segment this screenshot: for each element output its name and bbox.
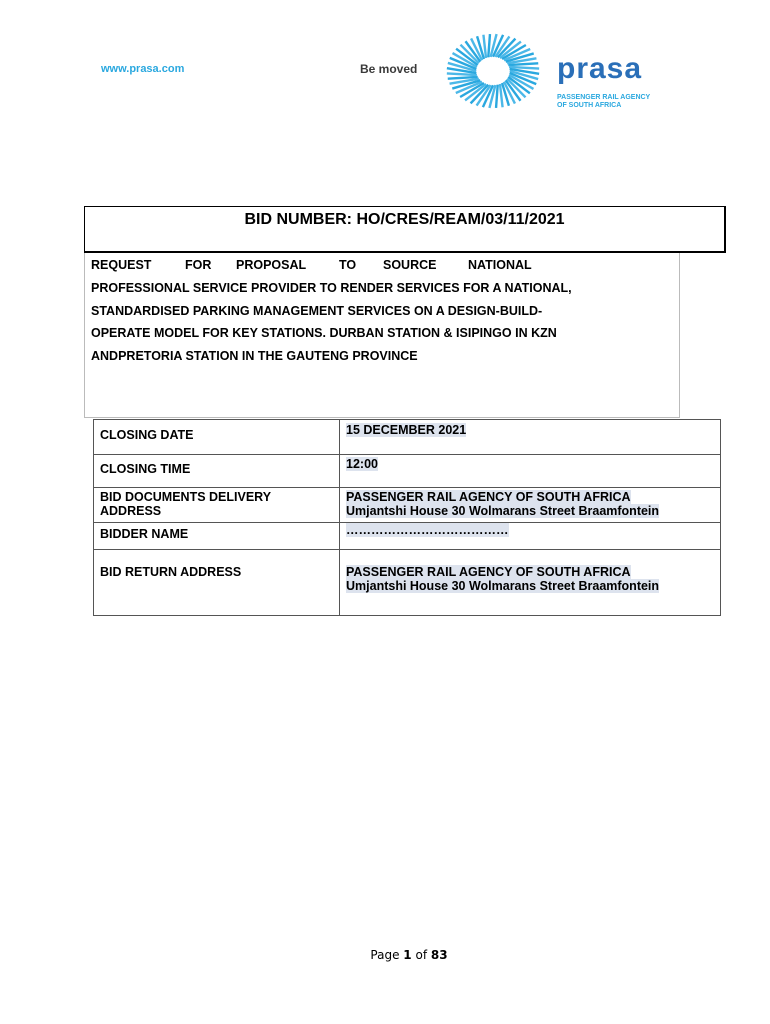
page-word: Page: [370, 948, 400, 962]
delivery-address-label: [94, 488, 340, 523]
closing-date-label: CLOSING DATE: [94, 420, 340, 455]
page-of: of: [415, 948, 428, 962]
bid-number-box: [84, 206, 726, 253]
logo-ray: [448, 77, 478, 79]
closing-time-value: [340, 455, 721, 488]
agency-line-2: OF SOUTH AFRICA: [557, 102, 622, 109]
website-url[interactable]: www.prasa.com: [101, 63, 185, 75]
agency-name: [557, 94, 650, 110]
return-value-line: Umjantshi House 30 Wolmarans Street Braamfontein: [346, 579, 660, 593]
delivery-address-value: [340, 488, 721, 523]
page-total: 83: [430, 948, 448, 962]
closing-time-label: CLOSING TIME: [94, 455, 340, 488]
delivery-label-line: ADDRESS: [100, 504, 162, 518]
rfp-word: PROPOSAL: [236, 258, 307, 272]
rfp-line-4: OPERATE MODEL FOR KEY STATIONS. DURBAN STATION & ISIPINGO IN KZN: [91, 326, 557, 340]
bidder-name-blank: …………………………………: [346, 523, 509, 537]
bid-details-table: [93, 419, 721, 616]
table-row: [94, 420, 721, 455]
rfp-line-5: ANDPRETORIA STATION IN THE GAUTENG PROVINCE: [91, 349, 418, 363]
logo-ray: [447, 73, 477, 75]
table-row: [94, 550, 721, 616]
return-address-value: [340, 550, 721, 616]
delivery-value-line: PASSENGER RAIL AGENCY OF SOUTH AFRICA: [346, 490, 631, 504]
bid-number-title: BID NUMBER: HO/CRES/REAM/03/11/2021: [244, 211, 565, 228]
brand-name: prasa: [557, 52, 643, 85]
table-row: [94, 523, 721, 550]
delivery-value-line: Umjantshi House 30 Wolmarans Street Braamfontein: [346, 504, 660, 518]
closing-date-value: [340, 420, 721, 455]
logo-ray: [496, 85, 498, 108]
logo-ray: [488, 34, 490, 57]
logo-ray: [508, 63, 538, 65]
rfp-line-3: STANDARDISED PARKING MANAGEMENT SERVICES ON A DESIGN-BUILD-: [91, 304, 543, 318]
delivery-label-line: BID DOCUMENTS DELIVERY: [100, 490, 272, 504]
prasa-logo-icon: [445, 33, 541, 109]
bidder-name-label: BIDDER NAME: [94, 523, 340, 550]
logo-ray: [509, 67, 539, 69]
rfp-line-1: [91, 258, 543, 274]
rfp-word: REQUEST: [91, 258, 152, 272]
table-row: [94, 455, 721, 488]
closing-date-text: 15 DECEMBER 2021: [346, 423, 467, 437]
closing-time-text: 12:00: [346, 457, 378, 471]
page-current: 1: [403, 948, 412, 962]
bidder-name-value[interactable]: [340, 523, 721, 550]
return-address-label: BID RETURN ADDRESS: [94, 550, 340, 616]
rfp-word: FOR: [185, 258, 212, 272]
rfp-word: NATIONAL: [468, 258, 532, 272]
rfp-line-2: PROFESSIONAL SERVICE PROVIDER TO RENDER SERVICES FOR A NATIONAL,: [91, 281, 572, 295]
rfp-word: SOURCE: [383, 258, 437, 272]
tagline: Be moved: [360, 62, 418, 76]
page-number: [0, 948, 770, 962]
rfp-word: TO: [339, 258, 357, 272]
return-value-line: PASSENGER RAIL AGENCY OF SOUTH AFRICA: [346, 565, 631, 579]
table-row: [94, 488, 721, 523]
agency-line-1: PASSENGER RAIL AGENCY: [557, 94, 651, 101]
